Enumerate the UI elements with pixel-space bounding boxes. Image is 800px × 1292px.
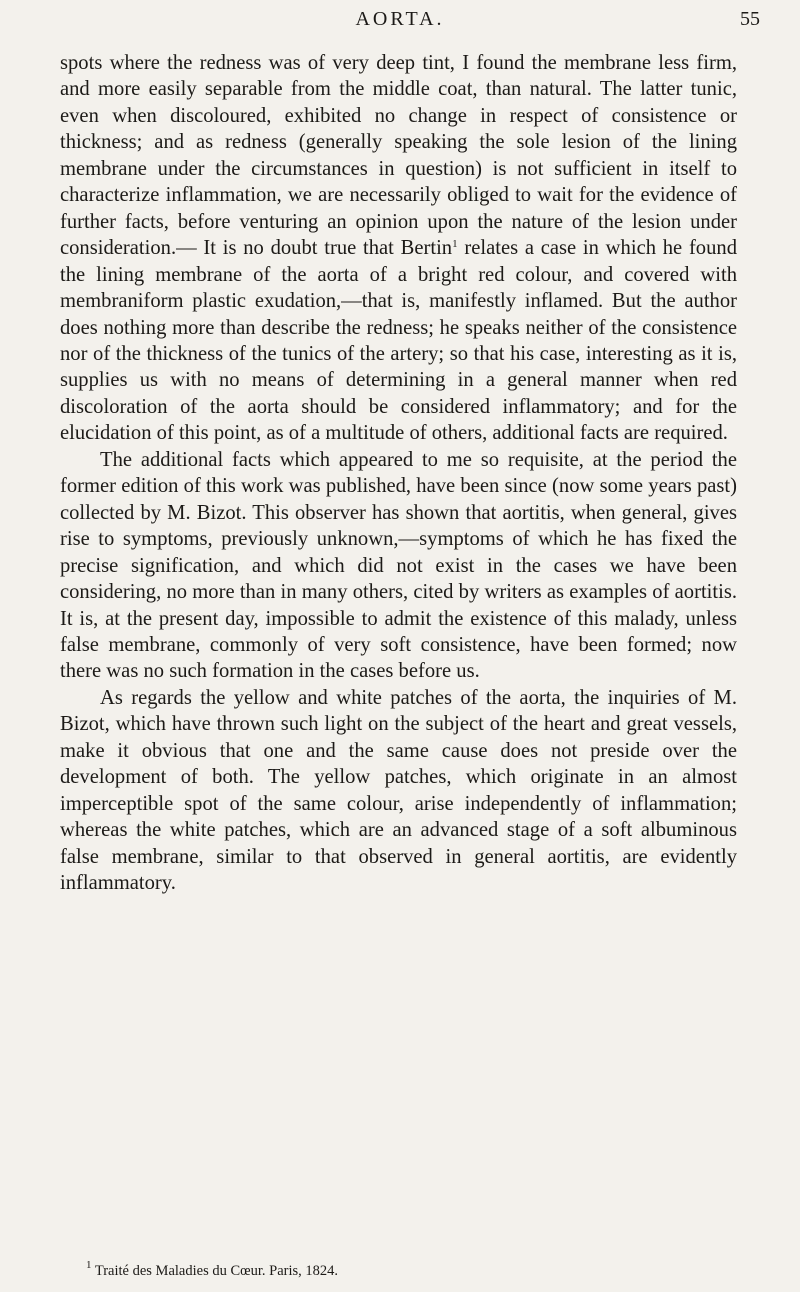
- footnote-reference: 1: [452, 238, 458, 251]
- footnote-mark: 1: [86, 1259, 92, 1271]
- paragraph-1: [60, 50, 737, 447]
- body-text: [60, 50, 737, 897]
- paragraph-2: The additional facts which appeared to me so requisite, at the period the former edition of this work was published, have been since (now some years past) collected by M. Bizot. This observer has shown that aortitis, when general, gives rise to symptoms, previously unknown,—symptoms of which he has fixed the precise signification, and which did not exist in the cases we have been considering, no more than in many others, cited by writers as examples of aortitis. It is, at the present day, impossible to admit the existence of this malady, unless false membrane, commonly of very soft consistence, have been formed; now there was no such formation in the cases before us.: [60, 448, 737, 683]
- page-number: 55: [740, 8, 760, 30]
- paragraph-1-text-before: spots where the redness was of very deep tint, I found the membrane less firm, and more easily separable from the middle coat, than natural. The latter tunic, even when discoloured, exhibited no change in respect of consistence or thickness; and as redness (generally speaking the sole lesion of the lining membrane under the circumstances in question) is not sufficient in itself to characterize inflammation, we are necessarily obliged to wait for the evidence of further facts, before venturing an opinion upon the nature of the lesion under consideration.— It is no doubt true that Bertin: [60, 52, 737, 260]
- page-header: [0, 2, 800, 36]
- footnote-text: Traité des Maladies du Cœur. Paris, 1824.: [94, 1263, 339, 1279]
- paragraph-1-text-after: relates a case in which he found the lining membrane of the aorta of a bright red colour, and covered with membraniform plastic exudation,—that is, manifestly inflamed. But the author does nothing more than describe the redness; he speaks neither of the consistence nor of the thickness of the tunics of the artery; so that his case, interesting as it is, supplies us with no means of determining in a general manner when red discoloration of the aorta should be considered inflammatory; and for the elucidation of this point, as of a multitude of others, additional facts are required.: [60, 237, 737, 445]
- footnote: [86, 1259, 736, 1280]
- running-title: AORTA.: [355, 8, 445, 30]
- paragraph-3: As regards the yellow and white patches of the aorta, the inquiries of M. Bizot, which have thrown such light on the subject of the heart and great vessels, make it obvious that one and the same cause does not preside over the development of both. The yellow patches, which originate in an almost imperceptible spot of the same colour, arise independently of inflammation; whereas the white patches, which are an advanced stage of a soft albuminous false membrane, similar to that observed in general aortitis, are evidently inflammatory.: [60, 686, 737, 895]
